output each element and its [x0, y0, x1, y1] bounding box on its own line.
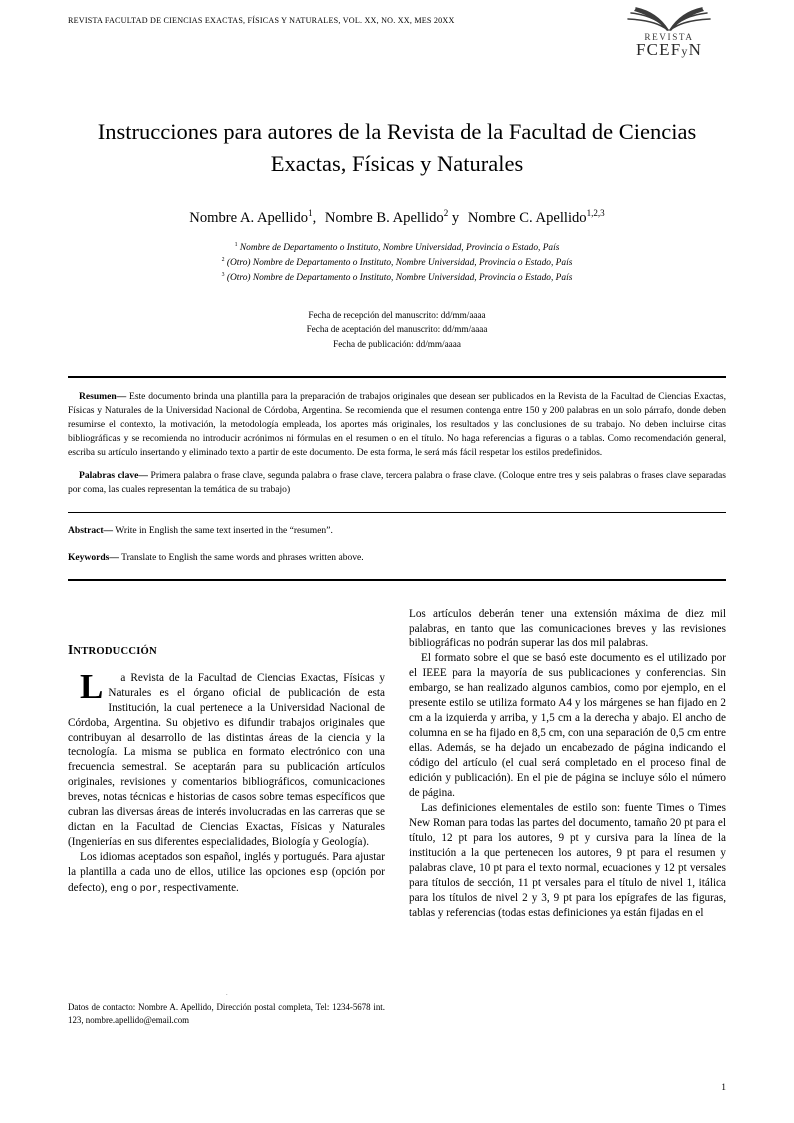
author-name: Nombre A. Apellido — [189, 209, 309, 226]
logo-n: N — [688, 40, 703, 59]
affiliation-text: (Otro) Nombre de Departamento o Instituto, Nombre Universidad, Provincia o Estado, País — [226, 258, 573, 269]
column-left — [68, 607, 385, 1027]
code-esp: esp — [309, 868, 328, 880]
paragraph-extension: Los artículos deberán tener una extensión máxima de diez mil palabras, en tanto que las comunicaciones breves y las revisiones bibliográficas no podrán superar las dos mil palabras. — [409, 607, 726, 650]
keywords-spanish-label: Palabras clave— — [79, 470, 148, 482]
contact-footnote — [68, 990, 385, 1027]
paragraph-estilo: Las definiciones elementales de estilo son: fuente Times o Times New Roman para todas las partes del documento, tamaño 20 pt para el título, 12 pt para los autores, 9 pt y cursiva para la línea de la institución a la que pertenecen los autores, 9 pt para el resumen y palabras clave, 10 pt para el texto normal, ecuaciones y 12 pt versales para títulos de sección, 11 pt versales para el título de nivel 1, itálica para los títulos de nivel 2 y 3, 9 pt para los epígrafes de las figuras, tablas y referencias (todas estas definiciones ya están fijadas en el — [409, 801, 726, 919]
logo-fcefyn-text — [610, 40, 728, 60]
affiliation-marker: 3 — [221, 272, 225, 279]
page-number: 1 — [721, 1083, 726, 1093]
logo-revista-text: REVISTA — [644, 32, 694, 42]
body-columns — [68, 607, 726, 1027]
code-eng: eng — [110, 883, 129, 895]
abstract-spanish-block — [68, 390, 726, 497]
paragraph-idiomas-d: , respectivamente. — [157, 881, 239, 894]
abstract-english-block — [68, 524, 726, 565]
abstract-english-label: Abstract— — [68, 524, 114, 536]
affiliation-marker: 2 — [221, 256, 225, 263]
keywords-english-label: Keywords— — [68, 551, 119, 563]
publication-dates — [68, 308, 726, 353]
open-book-icon — [617, 0, 721, 34]
page-header — [68, 0, 726, 78]
paragraph-formato: El formato sobre el que se basó este documento es el utilizado por el IEEE para la mayoría de sus publicaciones y conferencias. Sin embargo, se han realizado algunos cambios, como por ejemplo, en el presente estilo se utiliza formato A4 y los márgenes se han fijado en 2 cm a la izquierda y arriba, y 1,5 cm a la derecha y abajo. El ancho de columna en se ha fijado en 8,5 cm, con una separación de 0,5 cm entre ellas. Además, se ha dejado un encabezado de página indicando el código del artículo (el cual será completado en el proceso final de edición y publicación). En el pie de página se incluye sólo el número de página. — [409, 652, 726, 800]
logo-fcef: FCEF — [635, 40, 682, 59]
author-affil-marker: 1 — [308, 208, 313, 219]
journal-logo — [610, 0, 728, 60]
keywords-spanish-text: Primera palabra o frase clave, segunda palabra o frase clave, tercera palabra o frase clave. (Coloque entre tres y seis palabras o frases clave separadas por coma, las cuales representan la temática de su trabajo) — [68, 470, 726, 496]
abstract-english — [68, 524, 726, 538]
drop-cap: L — [80, 666, 104, 706]
keywords-english-text: Translate to English the same words and phrases written above. — [118, 551, 364, 563]
running-head-text: REVISTA FACULTAD DE CIENCIAS EXACTAS, FÍSICAS Y NATURALES, VOL. XX, NO. XX, MES 20XX — [68, 16, 455, 25]
affiliation-text: Nombre de Departamento o Instituto, Nombre Universidad, Provincia o Estado, País — [239, 242, 560, 253]
affiliation-item — [68, 256, 726, 271]
abstract-spanish-label: Resumen— — [79, 391, 127, 403]
page-title: Instrucciones para autores de la Revista de la Facultad de Ciencias Exactas, Físicas y Naturales — [97, 119, 697, 176]
contact-footnote-text: Datos de contacto: Nombre A. Apellido, Dirección postal completa, Tel: 1234-5678 int. 123, nombre.apellido@email.com — [68, 1002, 385, 1025]
affiliation-item — [68, 241, 726, 256]
logo-y: y — [681, 44, 689, 58]
author-list: Nombre A. Apellido$^1$, Nombre B. Apellido$^2$ y Nombre C. Apellido$^{1,2,3}$ — [189, 208, 605, 226]
divider-top — [68, 376, 726, 378]
author-name: Nombre B. Apellido — [324, 209, 444, 226]
keywords-spanish — [68, 469, 726, 497]
section-heading-rest: NTRODUCCIÓN — [73, 645, 157, 657]
paragraph-idiomas-c: o — [128, 881, 140, 894]
affiliation-list — [68, 241, 726, 287]
keywords-english — [68, 551, 726, 565]
divider-bottom — [68, 579, 726, 581]
affiliation-marker: 1 — [234, 241, 238, 248]
section-heading-introduccion — [68, 641, 385, 659]
date-accepted: Fecha de aceptación del manuscrito: dd/mm/aaaa — [306, 324, 488, 335]
authors-conjunction: y — [451, 209, 460, 226]
abstract-spanish-text: Este documento brinda una plantilla para la preparación de trabajos originales que desean ser publicados en la Revista de la Facultad de Ciencias Exactas, Físicas y Naturales de la Universidad Nacional de Córdoba, Argentina. Se recomienda que el resumen contenga entre 150 y 200 palabras en un solo párrafo, donde deben resumirse el contexto, la motivación, la metodología empleada, los aportes más originales, los resultados y las conclusiones de su trabajo. No deben incluirse citas bibliográficas y se recomienda no introducir acrónimos ni fórmulas en el resumen o en el título. No haga referencias a figuras o a tablas. Como recomendación general, escriba su artículo insertando y eliminado texto a partir de este documento. De esta forma, le será más fácil respetar los estilos predefinidos. — [68, 391, 726, 459]
author-affil-marker: 1,2,3 — [586, 208, 605, 219]
abstract-spanish — [68, 390, 726, 460]
date-received: Fecha de recepción del manuscrito: dd/mm/aaaa — [308, 309, 486, 320]
divider-middle — [68, 512, 726, 513]
abstract-english-text: Write in English the same text inserted in the “resumen”. — [113, 524, 333, 536]
affiliation-text: (Otro) Nombre de Departamento o Instituto, Nombre Universidad, Provincia o Estado, País — [226, 273, 573, 284]
author-name: Nombre C. Apellido — [467, 209, 587, 226]
date-published: Fecha de publicación: dd/mm/aaaa — [333, 339, 461, 350]
code-por: por — [139, 883, 158, 895]
column-right — [409, 607, 726, 1027]
section-heading-initial: I — [68, 641, 74, 657]
paragraph-intro-text: a Revista de la Facultad de Ciencias Exactas, Físicas y Naturales es el órgano oficial de publicación de esta Institución, la cual pertenece a la Universidad Nacional de Córdoba, Argentina. Su objetivo es difundir trabajos originales que contribuyan al desarrollo de las distintas áreas de la ciencia y la tecnología. La misma se publica en formato electrónico con una frecuencia semestral. Se aceptarán para su publicación artículos originales, revisiones y comentarios bibliográficos, comunicaciones breves, notas técnicas e historias de casos sobre temas específicos que cubran las diversas áreas de interés involucradas en las carreras que se dictan en la Facultad de Ciencias Exactas, Físicas y Naturales (Ingenierías en sus diferentes especialidades, Biología y Geología). — [68, 671, 385, 849]
affiliation-item — [68, 271, 726, 286]
author-affil-marker: 2 — [443, 208, 449, 219]
paragraph-idiomas-b: (opción por defecto), — [68, 866, 385, 894]
paragraph-idiomas — [68, 850, 385, 896]
paragraph-intro — [68, 666, 385, 850]
paragraph-idiomas-a: Los idiomas aceptados son español, inglés y portugués. Para ajustar la plantilla a cada uno de ellos, utilice las opciones — [68, 851, 385, 879]
footnote-divider — [226, 994, 228, 995]
